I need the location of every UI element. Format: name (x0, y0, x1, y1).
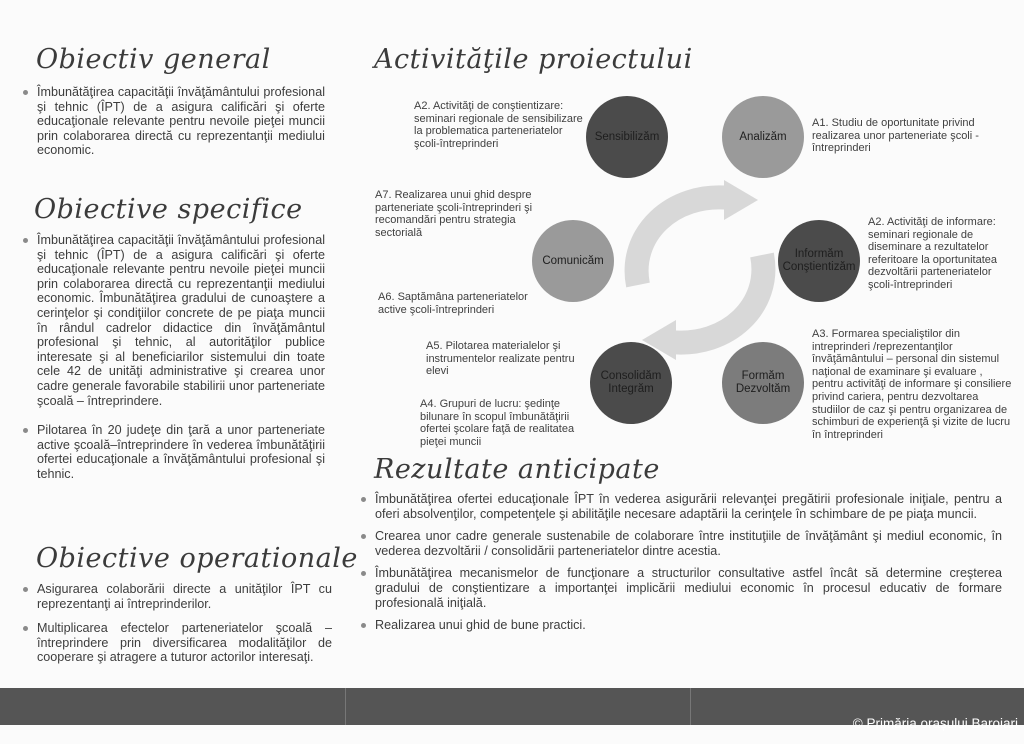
note-a2-informare: A2. Activităţi de informare: seminari regionale de diseminare a rezultatelor referitoare la oportunitatea dezvoltării parteneriatelor şcoli-întreprinderi (868, 216, 998, 291)
circle-formam: Formăm Dezvoltăm (722, 342, 804, 424)
circle-sensibilizam: Sensibilizăm (586, 96, 668, 178)
list-item: Îmbunătăţirea ofertei educaţionale ÎPT în vederea asigurării relevanţei pregătirii profesionale iniţiale, pentru a oferi absolvenţilor, competenţele şi abilităţile necesare adaptării la cerinţele în schimbare de pe piaţa muncii. (360, 492, 1002, 521)
cycle-arrows-icon (620, 180, 780, 360)
obiectiv-general-list (22, 85, 325, 158)
note-a1: A1. Studiu de oportunitate privind realizarea unor parteneriate şcoli - întreprinderi (812, 117, 979, 155)
list-item: Realizarea unui ghid de bune practici. (360, 618, 1002, 633)
note-a4: A4. Grupuri de lucru: şedinţe bilunare în scopul îmbunătăţirii ofertei şcolare faţă de realitatea pieţei muncii (420, 398, 575, 448)
heading-obiectiv-general: Obiectiv general (36, 44, 271, 75)
circle-analizam: Analizăm (722, 96, 804, 178)
note-a7: A7. Realizarea unui ghid despre parteneriate şcoli-întreprinderi şi recomandări pentru strategia sectorială (375, 189, 533, 239)
fold-line (690, 688, 691, 725)
heading-rezultate: Rezultate anticipate (374, 454, 660, 485)
list-item: Asigurarea colaborării directe a unităţilor ÎPT cu reprezentanţi ai întreprinderilor. (22, 582, 332, 611)
list-item: Îmbunătăţirea mecanismelor de funcţionare a structurilor consultative astfel încât să determine creşterea gradului de conştientizare a importanţei implicării mediului economic în procesul educativ de formare profesională iniţială. (360, 566, 1002, 610)
list-item: Pilotarea în 20 judeţe din ţară a unor parteneriate active şcoală–întreprindere în vederea îmbunătăţirii ofertei educaţionale a învăţământului profesional şi tehnic. (22, 423, 325, 481)
circle-consolidam: Consolidăm Integrăm (590, 342, 672, 424)
circle-comunicam: Comunicăm (532, 220, 614, 302)
obiective-specifice-list (22, 233, 325, 482)
fold-line (345, 688, 346, 725)
list-item: Crearea unor cadre generale sustenabile de colaborare între instituţiile de învăţământ şi mediul economic, în vederea dezvoltării / consolidării parteneriatelor dintre acestia. (360, 529, 1002, 558)
obiective-operationale-list (22, 582, 332, 665)
rezultate-list (360, 492, 1002, 633)
copyright-watermark: © Primăria orașului Baroiari (852, 716, 1018, 731)
list-item: Îmbunătăţirea capacităţii învăţământului profesional şi tehnic (ÎPT) de a asigura calificări şi oferte educaţionale relevante pentru nevoile pieţei muncii prin colaborarea directă cu reprezentanţii mediului economic. Îmbunătăţirea gradului de cunoaştere a cerinţelor şi condiţiilor concrete de pe piaţa muncii în rândul cadrelor didactice din învăţământul profesional şi tehnic, al autorităţilor publice interesate şi al beneficiarilor sistemului din toate cele 42 de unităţi administrative şi crearea unor cadre generale favorabile stabilirii unor parteneriate şcoală – întreprindere. (22, 233, 325, 408)
heading-obiective-specifice: Obiective specifice (34, 194, 303, 225)
note-a5: A5. Pilotarea materialelor şi instrumentelor realizate pentru elevi (426, 340, 575, 378)
list-item: Multiplicarea efectelor parteneriatelor şcoală – întreprindere prin diversificarea modalităţilor de cooperare şi atragere a tuturor actorilor interesaţi. (22, 621, 332, 665)
heading-activitati: Activităţile proiectului (374, 44, 693, 75)
heading-obiective-operationale: Obiective operationale (36, 543, 358, 574)
note-a6: A6. Saptămâna parteneriatelor active şcoli-întreprinderi (378, 291, 528, 316)
note-a3: A3. Formarea specialiştilor din intreprinderi /reprezentanţilor învăţământului – personal din sistemul naţional de examinare şi evaluare , pentru activităţi de informare şi consiliere privind cariera, pentru dezvoltarea studiilor de caz şi pentru organizarea de schimburi de experienţă şi vizite de lucru în întreprinderi (812, 328, 1012, 441)
note-a2-constientizare: A2. Activităţi de conştientizare: seminari regionale de sensibilizare la problematica parteneriatelor şcoli-întreprinderi (414, 100, 583, 150)
list-item: Îmbunătăţirea capacităţii învăţământului profesional şi tehnic (ÎPT) de a asigura calificări şi oferte educaţionale relevante pentru nevoile pieţei muncii prin colaborarea directă cu reprezentanţii mediului economic. (22, 85, 325, 158)
circle-informam: Informăm Conştientizăm (778, 220, 860, 302)
